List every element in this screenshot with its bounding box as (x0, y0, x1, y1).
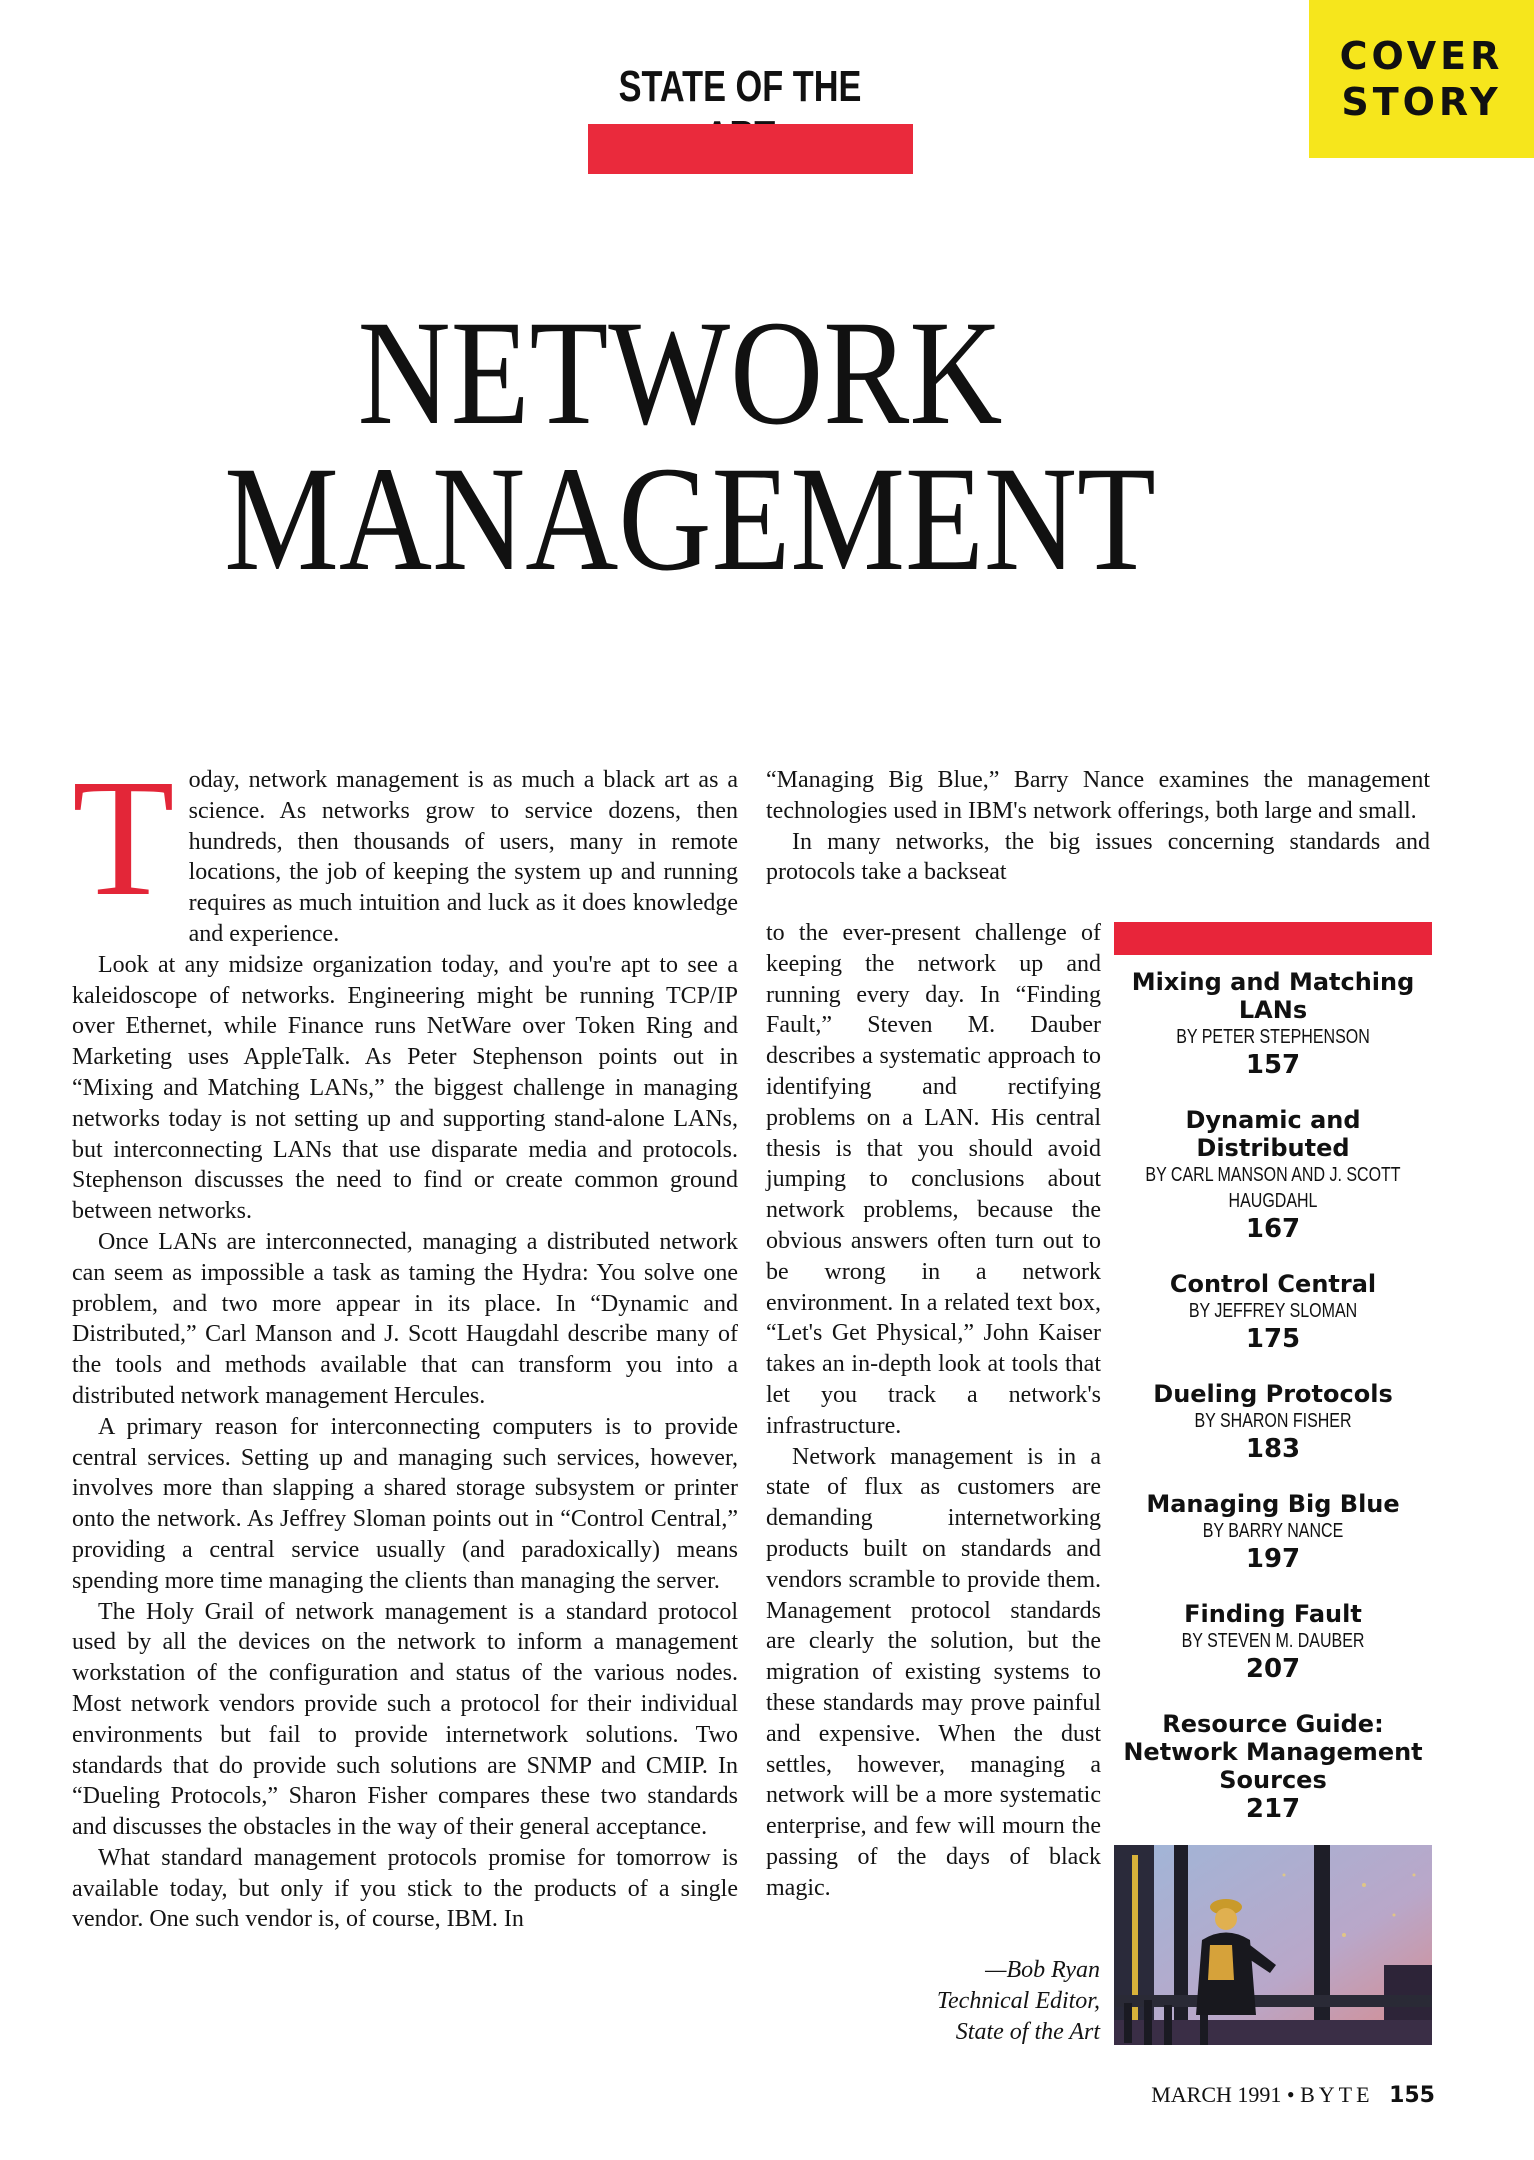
paragraph: In many networks, the big issues concerning standards and protocols take a backseat (766, 828, 1430, 886)
toc-byline: BY CARL MANSON AND J. SCOTT HAUGDAHL (1145, 1164, 1401, 1212)
cover-story-line-2: STORY (1341, 80, 1502, 124)
toc-page-number: 197 (1245, 1544, 1301, 1574)
toc-byline: BY BARRY NANCE (1202, 1520, 1344, 1542)
footer-page-number: 155 (1389, 2083, 1435, 2108)
footer-date: MARCH 1991 (1151, 2082, 1282, 2107)
signoff-role: Technical Editor, (936, 1987, 1100, 2014)
toc-title: Control Central (1169, 1270, 1377, 1298)
paragraph: A primary reason for interconnecting computers is to provide central services. Setting up and managing such services, however, involves more than slapping a shared storage subsystem or printer onto the network. As Jeffrey Sloman points out in “Control Central,” providing a central service usually (and paradoxically) means spending more time managing the clients than managing the server. (72, 1413, 738, 1594)
drop-cap: T (72, 745, 175, 931)
paragraph: to the ever-present challenge of keeping the network up and running every day. In “Finding Fault,” Steven M. Dauber describes a systematic approach to identifying and rectifying problems on a LAN. His central thesis is that you should avoid jumping to conclusions about network problems, because the obvious answers often turn out to be wrong in a network environment. In a related text box, “Let's Get Physical,” John Kaiser takes an in-depth look at tools that let you track a network's infrastructure. (766, 920, 1101, 1439)
paragraph: What standard management protocols promise for tomorrow is available today, but only if you stick to the products of a single vendor. One such vendor is, of course, IBM. In (72, 1844, 738, 1933)
cover-story-line-1: COVER (1339, 34, 1504, 78)
toc-item-managing-big-blue[interactable] (1108, 1490, 1438, 1574)
page-title (224, 290, 1156, 602)
toc-page-number: 175 (1245, 1324, 1301, 1354)
cover-story-badge (1309, 0, 1534, 158)
article-column-2-narrow (766, 918, 1101, 1904)
toc-page-number: 207 (1245, 1654, 1301, 1684)
illustration-technician-image (1114, 1845, 1432, 2045)
toc-item-dueling-protocols[interactable] (1108, 1380, 1438, 1464)
paragraph (72, 745, 738, 950)
title-line-1: NETWORK (357, 290, 1003, 456)
paragraph: Look at any midsize organization today, and you're apt to see a kaleidoscope of networks. Engineering might be running TCP/IP over Ethernet, while Finance runs NetWare over Token Ring and Marketing uses AppleTalk. As Peter Stephenson points out in “Mixing and Matching LANs,” the biggest challenge in managing networks today is not setting up and supporting stand-alone LANs, but interconnecting LANs that use disparate media and protocols. Stephenson discusses the need to find or create common ground between networks. (72, 951, 738, 1225)
toc-page-number: 157 (1245, 1050, 1301, 1080)
toc-byline: BY PETER STEPHENSON (1176, 1026, 1370, 1048)
page-footer: MARCH 1991 • BYTE 155 (1151, 2082, 1435, 2108)
article-column-2-top (766, 765, 1430, 888)
paragraph: Network management is in a state of flux as customers are demanding internetworking products built on standards and vendors scramble to provide them. Management protocol standards are clearly the solution, but the migration of existing systems to these standards may prove painful and expensive. When the dust settles, however, managing a network will be a more systematic enterprise, and few will mourn the passing of the days of black magic. (766, 1443, 1101, 1901)
title-line-2: MANAGEMENT (224, 436, 1156, 602)
paragraph-text: oday, network management is as much a black art as a science. As networks grow to service dozens, then hundreds, then thousands of users, many in remote locations, the job of keeping the system up and running requires as much intuition and luck as it does knowledge and experience. (188, 767, 738, 947)
toc-item-finding-fault[interactable] (1108, 1600, 1438, 1684)
signoff-section: State of the Art (955, 2018, 1100, 2045)
paragraph: “Managing Big Blue,” Barry Nance examines the management technologies used in IBM's network offerings, both large and small. (766, 767, 1430, 824)
toc-item-dynamic-distributed[interactable] (1108, 1106, 1438, 1244)
toc-title: Dynamic and Distributed (1185, 1106, 1361, 1162)
toc-title: Resource Guide: Network Management Sources (1123, 1710, 1423, 1794)
section-accent-bar (588, 124, 913, 174)
paragraph: Once LANs are interconnected, managing a distributed network can seem as impossible a task as taming the Hydra: You solve one problem, and two more appear in its place. In “Dynamic and Distributed,” Carl Manson and J. Scott Haugdahl describe many of the tools and methods available that can transform you into a distributed network management Hercules. (72, 1228, 738, 1409)
toc-item-control-central[interactable] (1108, 1270, 1438, 1354)
toc-byline: BY STEVEN M. DAUBER (1181, 1630, 1365, 1652)
toc-page-number: 183 (1245, 1434, 1301, 1464)
toc-title: Dueling Protocols (1153, 1380, 1393, 1408)
toc-byline: BY SHARON FISHER (1194, 1410, 1352, 1432)
author-signoff (800, 1955, 1100, 2047)
signoff-name: —Bob Ryan (985, 1957, 1100, 1983)
toc-page-number: 217 (1245, 1794, 1301, 1824)
table-of-contents (1108, 968, 1438, 1850)
toc-item-resource-guide[interactable] (1108, 1710, 1438, 1824)
footer-magazine: BYTE (1300, 2082, 1374, 2107)
toc-page-number: 167 (1245, 1214, 1301, 1244)
article-column-1 (72, 745, 738, 1935)
toc-item-mixing-matching[interactable] (1108, 968, 1438, 1080)
paragraph: The Holy Grail of network management is a standard protocol used by all the devices on the network to inform a management workstation of the configuration and status of the various nodes. Most network vendors provide such a protocol for their individual environments but fail to provide internetwork solutions. Two standards that do provide such solutions are SNMP and CMIP. In “Dueling Protocols,” Sharon Fisher compares these two standards and discusses the obstacles in the way of their general acceptance. (72, 1598, 738, 1841)
toc-title: Finding Fault (1184, 1600, 1362, 1628)
toc-title: Managing Big Blue (1146, 1490, 1400, 1518)
section-label: STATE OF THE (618, 62, 862, 111)
toc-byline: BY JEFFREY SLOMAN (1188, 1300, 1358, 1322)
toc-title: Mixing and Matching LANs (1131, 968, 1415, 1024)
toc-accent-bar (1114, 922, 1432, 955)
